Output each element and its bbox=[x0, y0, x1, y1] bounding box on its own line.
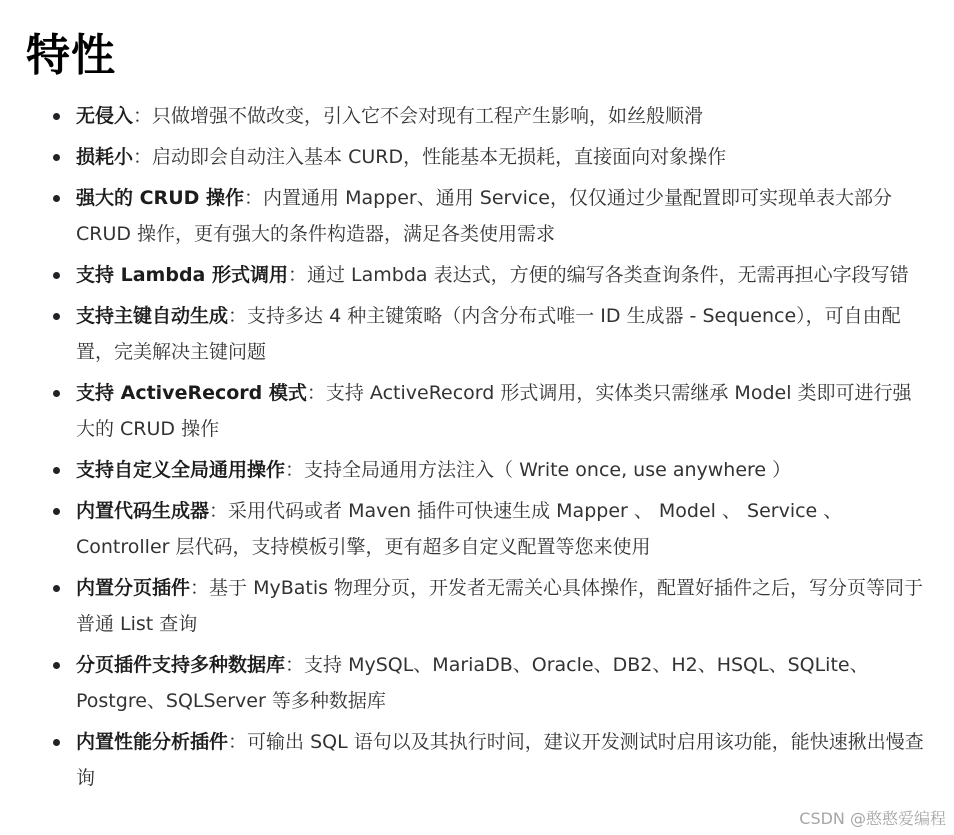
feature-separator: ： bbox=[133, 146, 153, 168]
bullet-icon bbox=[53, 739, 60, 746]
feature-separator: ： bbox=[133, 105, 153, 127]
list-item bbox=[0, 724, 954, 796]
feature-list bbox=[0, 98, 954, 801]
feature-name: 内置性能分析插件 bbox=[76, 731, 229, 753]
feature-description: 支持多达 4 种主键策略（内含分布式唯一 ID 生成器 - Sequence），可自由配置，完美解决主键问题 bbox=[76, 305, 901, 363]
list-item bbox=[0, 493, 954, 565]
feature-separator: ： bbox=[287, 264, 307, 286]
feature-description: 采用代码或者 Maven 插件可快速生成 Mapper 、 Model 、 Service 、 Controller 层代码，支持模板引擎，更有超多自定义配置等您来使用 bbox=[76, 500, 843, 558]
feature-description: 通过 Lambda 表达式，方便的编写各类查询条件，无需再担心字段写错 bbox=[307, 264, 909, 286]
bullet-icon bbox=[53, 272, 60, 279]
bullet-icon bbox=[53, 662, 60, 669]
feature-name: 支持自定义全局通用操作 bbox=[76, 459, 286, 481]
bullet-icon bbox=[53, 313, 60, 320]
feature-separator: ： bbox=[228, 305, 248, 327]
feature-description: 只做增强不做改变，引入它不会对现有工程产生影响，如丝般顺滑 bbox=[152, 105, 704, 127]
feature-description: 可输出 SQL 语句以及其执行时间，建议开发测试时启用该功能，能快速揪出慢查询 bbox=[76, 731, 924, 789]
feature-description: 启动即会自动注入基本 CURD，性能基本无损耗，直接面向对象操作 bbox=[152, 146, 727, 168]
page-title: 特性 bbox=[26, 30, 116, 81]
list-item bbox=[0, 570, 954, 642]
bullet-icon bbox=[53, 467, 60, 474]
feature-separator: ： bbox=[244, 187, 264, 209]
feature-name: 内置代码生成器 bbox=[76, 500, 210, 522]
feature-name: 损耗小 bbox=[76, 146, 134, 168]
feature-name: 内置分页插件 bbox=[76, 577, 191, 599]
feature-name: 分页插件支持多种数据库 bbox=[76, 654, 286, 676]
feature-description: 基于 MyBatis 物理分页，开发者无需关心具体操作，配置好插件之后，写分页等同于普通 List 查询 bbox=[76, 577, 924, 635]
feature-description: 支持 ActiveRecord 形式调用，实体类只需继承 Model 类即可进行强大的 CRUD 操作 bbox=[76, 382, 912, 440]
list-item bbox=[0, 139, 954, 175]
bullet-icon bbox=[53, 113, 60, 120]
feature-separator: ： bbox=[285, 654, 305, 676]
feature-description: 支持全局通用方法注入（ Write once, use anywhere ） bbox=[304, 459, 792, 481]
list-item bbox=[0, 298, 954, 370]
feature-separator: ： bbox=[228, 731, 248, 753]
bullet-icon bbox=[53, 154, 60, 161]
feature-name: 支持主键自动生成 bbox=[76, 305, 229, 327]
feature-name: 支持 ActiveRecord 模式 bbox=[76, 382, 307, 404]
list-item bbox=[0, 98, 954, 134]
bullet-icon bbox=[53, 585, 60, 592]
bullet-icon bbox=[53, 195, 60, 202]
feature-separator: ： bbox=[190, 577, 210, 599]
csdn-watermark: CSDN @憨憨爱编程 bbox=[799, 809, 946, 828]
list-item bbox=[0, 647, 954, 719]
feature-description: 支持 MySQL、MariaDB、Oracle、DB2、H2、HSQL、SQLite、Postgre、SQLServer 等多种数据库 bbox=[76, 654, 869, 712]
feature-name: 无侵入 bbox=[76, 105, 134, 127]
feature-name: 强大的 CRUD 操作 bbox=[76, 187, 245, 209]
feature-name: 支持 Lambda 形式调用 bbox=[76, 264, 288, 286]
bullet-icon bbox=[53, 390, 60, 397]
feature-description: 内置通用 Mapper、通用 Service，仅仅通过少量配置即可实现单表大部分 CRUD 操作，更有强大的条件构造器，满足各类使用需求 bbox=[76, 187, 892, 245]
list-item bbox=[0, 375, 954, 447]
list-item bbox=[0, 257, 954, 293]
bullet-icon bbox=[53, 508, 60, 515]
feature-separator: ： bbox=[306, 382, 326, 404]
feature-separator: ： bbox=[209, 500, 229, 522]
list-item bbox=[0, 180, 954, 252]
list-item bbox=[0, 452, 954, 488]
feature-separator: ： bbox=[285, 459, 305, 481]
